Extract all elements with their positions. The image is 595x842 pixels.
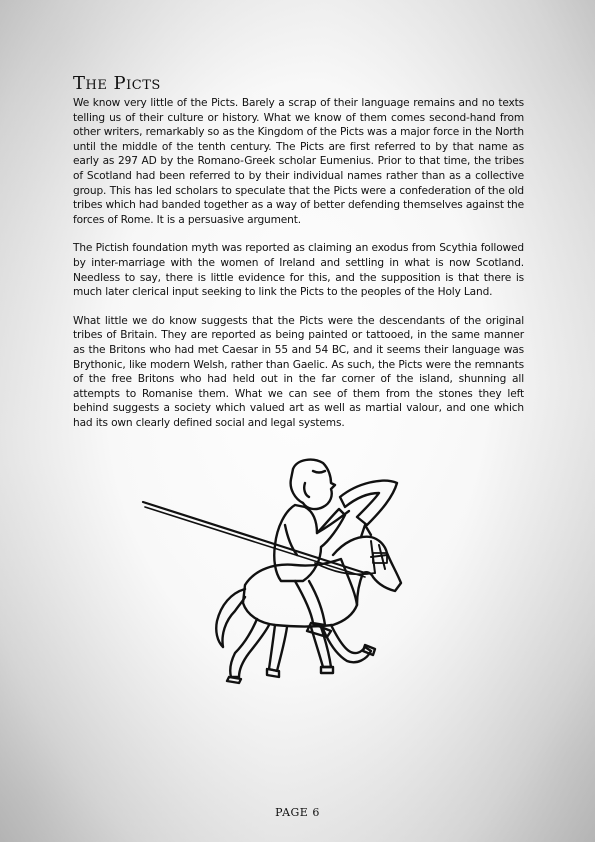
paragraph-1: We know very little of the Picts. Barely a scrap of their language remains and no texts telling us of their culture or history. What we know of them comes second-hand from other writers, remarkably so as the Kingdom of the Picts was a major force in the North until the middle of the tenth century. The Picts are first referred to by that name as early as 297 AD by the Romano-Greek scholar Eumenius. Prior to that time, the tribes of Scotland had been referred to by their individual names rather than as a collective group. This has led scholars to speculate that the Picts were a confederation of the old tribes which had banded together as a way of better defending themselves against the forces of Rome. It is a persuasive argument. [73, 97, 524, 226]
pictish-horseman-icon [135, 455, 455, 700]
paragraph-2: The Pictish foundation myth was reported as claiming an exodus from Scythia followed by inter-marriage with the women of Ireland and settling in what is now Scotland. Needless to say, there is little evidence for this, and the supposition is that there is much later clerical input seeking to link the Picts to the peoples of the Holy Land. [73, 242, 524, 299]
article [73, 74, 524, 444]
page-title: The Picts [73, 73, 161, 94]
page-number: PAGE 6 [275, 806, 320, 819]
paragraph-3: What little we do know suggests that the Picts were the descendants of the original tribes of Britain. They are reported as being painted or tattooed, in the same manner as the Britons who had met Caesar in 55 and 54 BC, and it seems their language was Brythonic, like modern Welsh, rather than Gaelic. As such, the Picts were the remnants of the free Britons who had held out in the far corner of the island, shunning all attempts to Romanise them. What we can see of them from the stones they left behind suggests a society which valued art as well as martial valour, and one which had its own clearly defined social and legal systems. [73, 314, 524, 429]
